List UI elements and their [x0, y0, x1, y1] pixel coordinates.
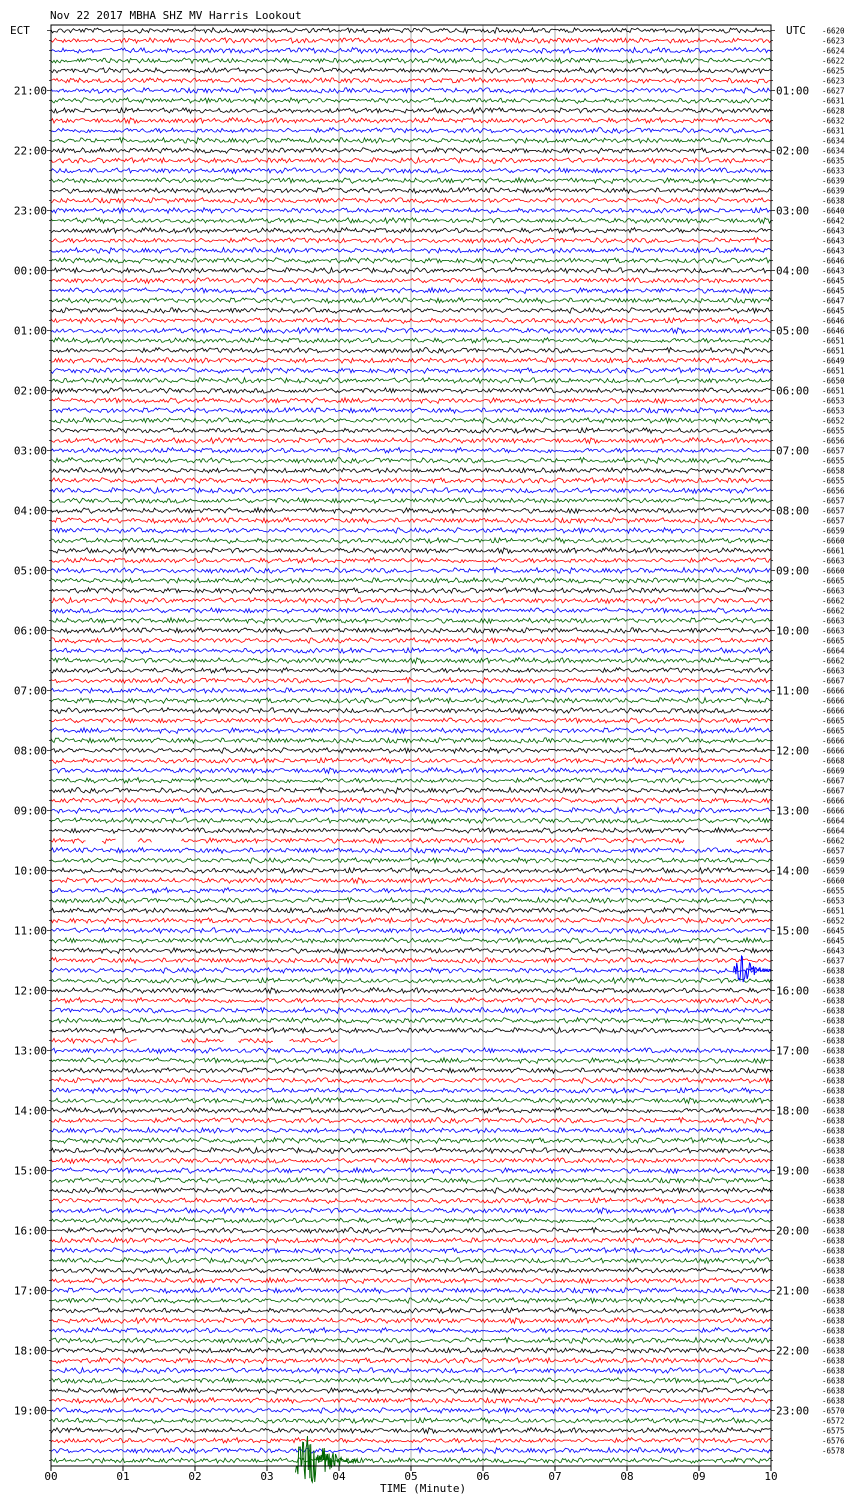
trace-offset-label: -6652 — [822, 916, 845, 926]
trace-offset-label: -6653 — [822, 896, 845, 906]
right-hour-label: 21:00 — [776, 1284, 810, 1298]
trace-offset-label: -6653 — [822, 406, 845, 416]
trace-offset-label: -6638 — [822, 1096, 845, 1106]
trace-offset-label: -6652 — [822, 416, 845, 426]
right-hour-label: 08:00 — [776, 504, 810, 518]
trace-offset-label: -6662 — [822, 596, 845, 606]
trace-offset-label: -6664 — [822, 646, 845, 656]
trace-offset-label: -6643 — [822, 246, 845, 256]
x-tick-label: 00 — [44, 1470, 58, 1483]
right-hour-label: 10:00 — [776, 624, 810, 638]
trace-offset-label: -6638 — [822, 1036, 845, 1046]
trace-offset-label: -6638 — [822, 1276, 845, 1286]
trace-offset-label: -6666 — [822, 686, 845, 696]
trace-offset-label: -6638 — [822, 1106, 845, 1116]
trace-offset-label: -6638 — [822, 1186, 845, 1196]
trace-offset-label: -6663 — [822, 616, 845, 626]
right-hour-label: 16:00 — [776, 984, 810, 998]
trace-offset-label: -6664 — [822, 826, 845, 836]
trace-offset-label: -6651 — [822, 336, 845, 346]
trace-offset-label: -6638 — [822, 1336, 845, 1346]
trace-offset-label: -6647 — [822, 296, 845, 306]
trace-offset-label: -6638 — [822, 1006, 845, 1016]
right-hour-label: 20:00 — [776, 1224, 810, 1238]
trace-offset-label: -6570 — [822, 1406, 845, 1416]
trace-offset-label: -6638 — [822, 1076, 845, 1086]
trace-offset-label: -6638 — [822, 1346, 845, 1356]
trace-offset-label: -6651 — [822, 906, 845, 916]
trace-offset-label: -6658 — [822, 466, 845, 476]
right-hour-label: 07:00 — [776, 444, 810, 458]
trace-offset-label: -6651 — [822, 386, 845, 396]
trace-offset-label: -6656 — [822, 486, 845, 496]
trace-offset-label: -6638 — [822, 1026, 845, 1036]
trace-offset-label: -6657 — [822, 506, 845, 516]
trace-offset-label: -6623 — [822, 76, 845, 86]
right-hour-label: 02:00 — [776, 144, 810, 158]
trace-offset-label: -6576 — [822, 1436, 845, 1446]
trace-offset-label: -6665 — [822, 716, 845, 726]
left-hour-label: 12:00 — [13, 984, 47, 998]
trace-offset-label: -6662 — [822, 836, 845, 846]
trace-offset-label: -6666 — [822, 706, 845, 716]
trace-offset-label: -6638 — [822, 1386, 845, 1396]
left-hour-label: 21:00 — [13, 84, 47, 98]
trace-offset-label: -6645 — [822, 936, 845, 946]
trace-offset-label: -6657 — [822, 516, 845, 526]
trace-offset-label: -6638 — [822, 996, 845, 1006]
x-tick-label: 01 — [116, 1470, 130, 1483]
trace-offset-label: -6660 — [822, 876, 845, 886]
x-tick-label: 07 — [548, 1470, 562, 1483]
left-hour-labels — [14, 85, 47, 1418]
trace-offset-label: -6667 — [822, 786, 845, 796]
left-timezone-label: ECT — [10, 24, 30, 37]
left-hour-label: 10:00 — [13, 864, 47, 878]
x-tick-label: 10 — [764, 1470, 778, 1483]
trace-offset-label: -6620 — [822, 26, 845, 36]
left-hour-label: 23:00 — [13, 204, 47, 218]
trace-offset-label: -6646 — [822, 326, 845, 336]
trace-offset-label: -6666 — [822, 806, 845, 816]
left-hour-label: 11:00 — [13, 924, 47, 938]
trace-offset-label: -6632 — [822, 116, 845, 126]
chart-title: Nov 22 2017 MBHA SHZ MV Harris Lookout — [50, 9, 302, 22]
trace-offset-label: -6657 — [822, 846, 845, 856]
trace-offset-label: -6572 — [822, 1416, 845, 1426]
trace-offset-label: -6638 — [822, 986, 845, 996]
trace-offset-label: -6638 — [822, 1126, 845, 1136]
trace-offset-label: -6638 — [822, 1246, 845, 1256]
trace-offset-label: -6638 — [822, 1066, 845, 1076]
trace-offset-label: -6640 — [822, 206, 845, 216]
x-tick-label: 04 — [332, 1470, 346, 1483]
trace-offset-label: -6637 — [822, 956, 845, 966]
right-hour-label: 05:00 — [776, 324, 810, 338]
left-hour-label: 02:00 — [13, 384, 47, 398]
left-hour-label: 00:00 — [13, 264, 47, 278]
trace-offset-label: -6649 — [822, 356, 845, 366]
trace-offset-label: -6638 — [822, 1116, 845, 1126]
trace-offset-label: -6623 — [822, 36, 845, 46]
trace-offset-label: -6651 — [822, 366, 845, 376]
trace-offset-label: -6656 — [822, 436, 845, 446]
trace-offset-label: -6638 — [822, 1016, 845, 1026]
trace-offset-label: -6663 — [822, 626, 845, 636]
trace-offset-label: -6638 — [822, 976, 845, 986]
trace-offset-label: -6638 — [822, 1306, 845, 1316]
trace-offset-label: -6638 — [822, 1146, 845, 1156]
right-hour-label: 11:00 — [776, 684, 810, 698]
trace-offset-label: -6663 — [822, 556, 845, 566]
x-tick-label: 03 — [260, 1470, 274, 1483]
trace-offset-label: -6660 — [822, 566, 845, 576]
x-tick-label: 06 — [476, 1470, 490, 1483]
trace-offset-label: -6638 — [822, 1056, 845, 1066]
trace-offset-label: -6638 — [822, 1256, 845, 1266]
trace-offset-label: -6638 — [822, 1316, 845, 1326]
trace-offset-label: -6661 — [822, 546, 845, 556]
right-hour-labels — [776, 85, 809, 1418]
trace-offset-label: -6666 — [822, 736, 845, 746]
trace-offset-label: -6655 — [822, 426, 845, 436]
trace-offset-labels — [822, 27, 845, 1456]
trace-offset-label: -6622 — [822, 56, 845, 66]
trace-offset-label: -6659 — [822, 856, 845, 866]
left-hour-label: 17:00 — [13, 1284, 47, 1298]
left-hour-label: 04:00 — [13, 504, 47, 518]
trace-offset-label: -6638 — [822, 1156, 845, 1166]
trace-offset-label: -6653 — [822, 396, 845, 406]
trace-offset-label: -6642 — [822, 216, 845, 226]
trace-offset-label: -6645 — [822, 926, 845, 936]
left-hour-label: 08:00 — [13, 744, 47, 758]
trace-offset-label: -6638 — [822, 1366, 845, 1376]
trace-offset-label: -6638 — [822, 966, 845, 976]
trace-offset-label: -6664 — [822, 816, 845, 826]
trace-offset-label: -6662 — [822, 656, 845, 666]
right-hour-label: 22:00 — [776, 1344, 810, 1358]
right-hour-label: 23:00 — [776, 1404, 810, 1418]
right-hour-label: 09:00 — [776, 564, 810, 578]
right-timezone-label: UTC — [786, 24, 806, 37]
trace-offset-label: -6638 — [822, 1266, 845, 1276]
trace-offset-label: -6646 — [822, 316, 845, 326]
left-hour-label: 14:00 — [13, 1104, 47, 1118]
trace-offset-label: -6663 — [822, 666, 845, 676]
trace-offset-label: -6633 — [822, 166, 845, 176]
trace-offset-label: -6645 — [822, 286, 845, 296]
trace-offset-label: -6665 — [822, 576, 845, 586]
trace-offset-label: -6625 — [822, 66, 845, 76]
trace-offset-label: -6666 — [822, 796, 845, 806]
trace-offset-label: -6643 — [822, 946, 845, 956]
trace-offset-label: -6665 — [822, 636, 845, 646]
trace-offset-label: -6663 — [822, 586, 845, 596]
x-tick-label: 05 — [404, 1470, 418, 1483]
trace-offset-label: -6645 — [822, 306, 845, 316]
right-hour-label: 15:00 — [776, 924, 810, 938]
trace-offset-label: -6638 — [822, 1356, 845, 1366]
trace-offset-label: -6638 — [822, 1226, 845, 1236]
left-hour-label: 15:00 — [13, 1164, 47, 1178]
right-hour-label: 13:00 — [776, 804, 810, 818]
right-hour-label: 03:00 — [776, 204, 810, 218]
trace-offset-label: -6662 — [822, 606, 845, 616]
left-hour-label: 22:00 — [13, 144, 47, 158]
x-axis-label: TIME (Minute) — [380, 1482, 467, 1495]
x-tick-label: 02 — [188, 1470, 202, 1483]
trace-offset-label: -6655 — [822, 886, 845, 896]
left-hour-label: 03:00 — [13, 444, 47, 458]
trace-offset-label: -6634 — [822, 136, 845, 146]
right-hour-label: 18:00 — [776, 1104, 810, 1118]
trace-offset-label: -6668 — [822, 756, 845, 766]
right-hour-label: 12:00 — [776, 744, 810, 758]
trace-offset-label: -6655 — [822, 476, 845, 486]
trace-offset-label: -6657 — [822, 496, 845, 506]
trace-offset-label: -6634 — [822, 146, 845, 156]
trace-offset-label: -6657 — [822, 446, 845, 456]
trace-offset-label: -6666 — [822, 696, 845, 706]
trace-offset-label: -6638 — [822, 1236, 845, 1246]
trace-offset-label: -6638 — [822, 1376, 845, 1386]
left-hour-label: 09:00 — [13, 804, 47, 818]
trace-offset-label: -6628 — [822, 106, 845, 116]
trace-offset-label: -6627 — [822, 86, 845, 96]
trace-offset-label: -6643 — [822, 236, 845, 246]
trace-offset-label: -6655 — [822, 456, 845, 466]
trace-offset-label: -6638 — [822, 1396, 845, 1406]
left-hour-label: 13:00 — [13, 1044, 47, 1058]
trace-offset-label: -6578 — [822, 1446, 845, 1456]
event-waveform — [296, 1436, 359, 1482]
trace-offset-label: -6639 — [822, 186, 845, 196]
trace-offset-label: -6639 — [822, 176, 845, 186]
left-hour-label: 18:00 — [13, 1344, 47, 1358]
trace-offset-label: -6638 — [822, 1326, 845, 1336]
trace-offset-label: -6638 — [822, 1166, 845, 1176]
trace-offset-label: -6669 — [822, 766, 845, 776]
trace-offset-label: -6635 — [822, 156, 845, 166]
trace-line — [51, 1038, 338, 1043]
trace-offset-label: -6643 — [822, 226, 845, 236]
trace-offset-label: -6659 — [822, 866, 845, 876]
trace-offset-label: -6660 — [822, 536, 845, 546]
x-tick-label: 09 — [692, 1470, 706, 1483]
right-hour-label: 04:00 — [776, 264, 810, 278]
trace-offset-label: -6666 — [822, 746, 845, 756]
left-hour-label: 06:00 — [13, 624, 47, 638]
trace-offset-label: -6638 — [822, 1136, 845, 1146]
left-hour-label: 05:00 — [13, 564, 47, 578]
trace-offset-label: -6667 — [822, 776, 845, 786]
trace-offset-label: -6643 — [822, 266, 845, 276]
trace-offset-label: -6624 — [822, 46, 845, 56]
trace-offset-label: -6638 — [822, 196, 845, 206]
right-hour-label: 17:00 — [776, 1044, 810, 1058]
trace-offset-label: -6667 — [822, 676, 845, 686]
trace-offset-label: -6638 — [822, 1286, 845, 1296]
right-hour-label: 19:00 — [776, 1164, 810, 1178]
trace-offset-label: -6651 — [822, 346, 845, 356]
trace-offset-label: -6638 — [822, 1046, 845, 1056]
trace-offset-label: -6650 — [822, 376, 845, 386]
trace-offset-label: -6638 — [822, 1206, 845, 1216]
trace-offset-label: -6665 — [822, 726, 845, 736]
trace-offset-label: -6631 — [822, 96, 845, 106]
trace-offset-label: -6645 — [822, 276, 845, 286]
right-hour-label: 06:00 — [776, 384, 810, 398]
left-hour-label: 16:00 — [13, 1224, 47, 1238]
seismic-events — [296, 956, 772, 1482]
left-hour-label: 07:00 — [13, 684, 47, 698]
trace-offset-label: -6638 — [822, 1216, 845, 1226]
trace-offset-label: -6659 — [822, 526, 845, 536]
trace-offset-label: -6638 — [822, 1086, 845, 1096]
trace-offset-label: -6646 — [822, 256, 845, 266]
trace-offset-label: -6638 — [822, 1176, 845, 1186]
left-hour-label: 19:00 — [13, 1404, 47, 1418]
trace-offset-label: -6631 — [822, 126, 845, 136]
right-hour-label: 01:00 — [776, 84, 810, 98]
trace-offset-label: -6575 — [822, 1426, 845, 1436]
left-hour-label: 01:00 — [13, 324, 47, 338]
right-hour-label: 14:00 — [776, 864, 810, 878]
trace-offset-label: -6638 — [822, 1196, 845, 1206]
trace-offset-label: -6638 — [822, 1296, 845, 1306]
x-tick-label: 08 — [620, 1470, 634, 1483]
